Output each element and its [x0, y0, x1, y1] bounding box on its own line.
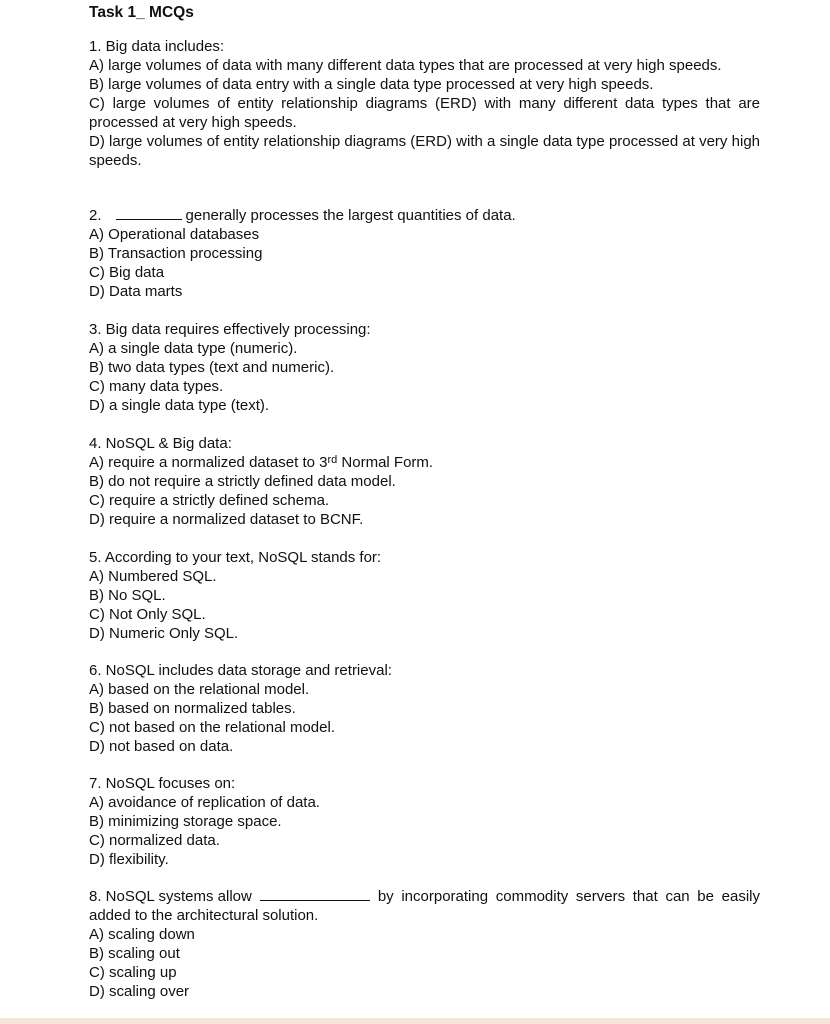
- document-title: Task 1_ MCQs: [89, 4, 194, 21]
- option-b: B) two data types (text and numeric).: [89, 359, 335, 376]
- option-d: D) not based on data.: [89, 738, 234, 755]
- option-a: A) a single data type (numeric).: [89, 340, 298, 357]
- answer-blank: [260, 887, 370, 901]
- option-b: B) based on normalized tables.: [89, 700, 296, 717]
- ordinal-suffix: rd: [327, 454, 338, 466]
- question-stem: [89, 887, 760, 906]
- question-stem: 4. NoSQL & Big data:: [89, 435, 232, 452]
- option-c: C) normalized data.: [89, 832, 220, 849]
- question-7: [89, 774, 760, 869]
- option-b: B) minimizing storage space.: [89, 813, 282, 830]
- option-b: B) Transaction processing: [89, 245, 263, 262]
- option-a-text-end: Normal Form.: [337, 454, 434, 471]
- option-c: C) not based on the relational model.: [89, 719, 335, 736]
- option-c: C) Big data: [89, 264, 165, 281]
- option-a: A) avoidance of replication of data.: [89, 794, 320, 811]
- question-1: [89, 37, 760, 170]
- option-d: D) Data marts: [89, 283, 183, 300]
- question-5: [89, 548, 760, 643]
- option-a: A) scaling down: [89, 926, 195, 943]
- stem-line-2: added to the architectural solution.: [89, 907, 319, 924]
- option-a: A) large volumes of data with many different data types that are processed at very high speeds.: [89, 57, 722, 74]
- option-b: B) do not require a strictly defined data model.: [89, 473, 396, 490]
- option-a: A) based on the relational model.: [89, 681, 310, 698]
- stem-text: generally processes the largest quantities of data.: [185, 207, 516, 224]
- question-stem: 6. NoSQL includes data storage and retrieval:: [89, 662, 392, 679]
- option-a-text: A) require a normalized dataset to 3: [89, 454, 328, 471]
- option-c: C) scaling up: [89, 964, 177, 981]
- option-d: D) scaling over: [89, 983, 190, 1000]
- option-b: B) large volumes of data entry with a single data type processed at very high speeds.: [89, 76, 654, 93]
- question-stem: 3. Big data requires effectively processing:: [89, 321, 371, 338]
- question-8: [89, 887, 760, 1001]
- stem-text: 8. NoSQL systems allow: [89, 888, 252, 905]
- option-c: C) require a strictly defined schema.: [89, 492, 330, 509]
- option-d: D) Numeric Only SQL.: [89, 625, 239, 642]
- option-d: D) flexibility.: [89, 851, 169, 868]
- question-stem: 1. Big data includes:: [89, 38, 225, 55]
- option-c: C) many data types.: [89, 378, 224, 395]
- option-a: A) Numbered SQL.: [89, 568, 217, 585]
- stem-text-end: by incorporating commodity servers that can be easily: [377, 888, 760, 905]
- option-d: D) a single data type (text).: [89, 397, 270, 414]
- option-a: A) Operational databases: [89, 226, 260, 243]
- question-4: [89, 434, 760, 529]
- question-3: [89, 320, 760, 415]
- option-b: B) scaling out: [89, 945, 180, 962]
- question-stem: 7. NoSQL focuses on:: [89, 775, 236, 792]
- question-6: [89, 661, 760, 756]
- option-c: C) Not Only SQL.: [89, 606, 206, 623]
- question-stem: [89, 206, 760, 225]
- answer-blank: [116, 206, 182, 220]
- question-2: [89, 206, 760, 301]
- option-a: [89, 453, 760, 472]
- question-number: 2.: [89, 207, 102, 224]
- option-d: D) large volumes of entity relationship diagrams (ERD) with a single data type processed at very high speeds.: [89, 133, 760, 169]
- page-bottom-edge: [0, 1018, 830, 1024]
- option-c: C) large volumes of entity relationship diagrams (ERD) with many different data types that are processed at very high speeds.: [89, 95, 760, 131]
- option-d: D) require a normalized dataset to BCNF.: [89, 511, 364, 528]
- question-stem: 5. According to your text, NoSQL stands for:: [89, 549, 382, 566]
- option-b: B) No SQL.: [89, 587, 166, 604]
